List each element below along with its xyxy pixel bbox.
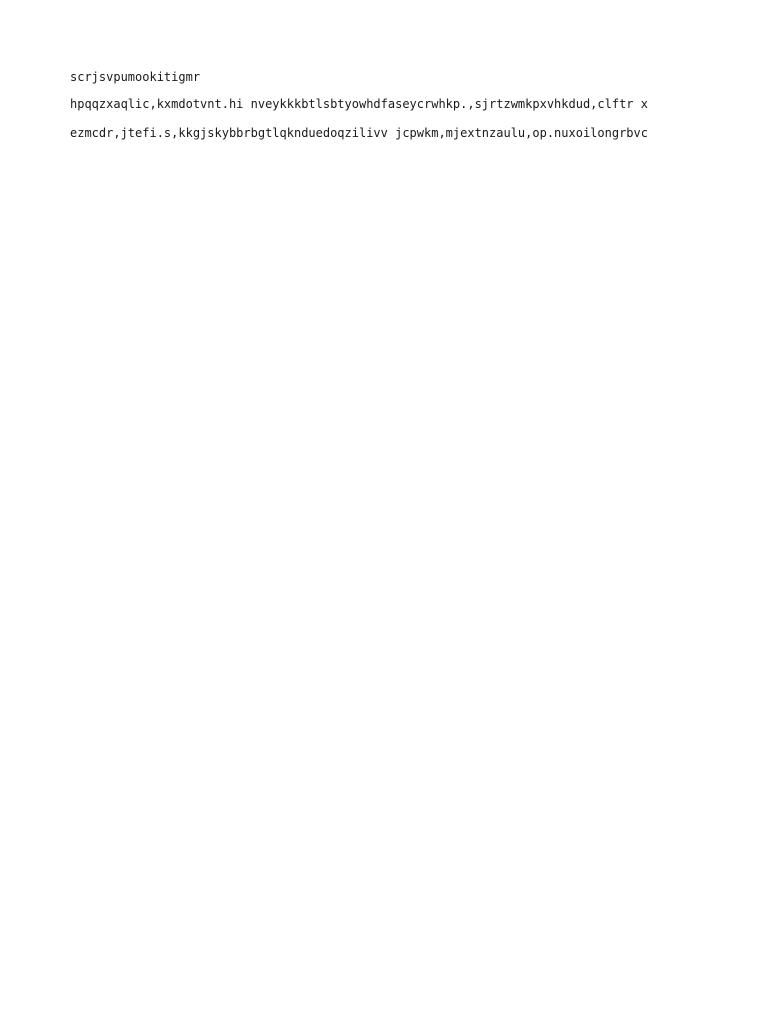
text-line: ezmcdr,jtefi.s,kkgjskybbrbgtlqknduedoqzilivv jcpwkm,mjextnzaulu,op.nuxoilongrbvc bbox=[70, 125, 648, 140]
text-line: hpqqzxaqlic,kxmdotvnt.hi nveykkkbtlsbtyowhdfaseycrwhkp.,sjrtzwmkpxvhkdud,clftr x bbox=[70, 97, 648, 112]
paragraph bbox=[70, 97, 690, 112]
document-title: scrjsvpumookitigmr bbox=[70, 70, 201, 84]
document-page bbox=[70, 70, 690, 154]
paragraph bbox=[70, 126, 690, 141]
document-body bbox=[70, 97, 690, 141]
